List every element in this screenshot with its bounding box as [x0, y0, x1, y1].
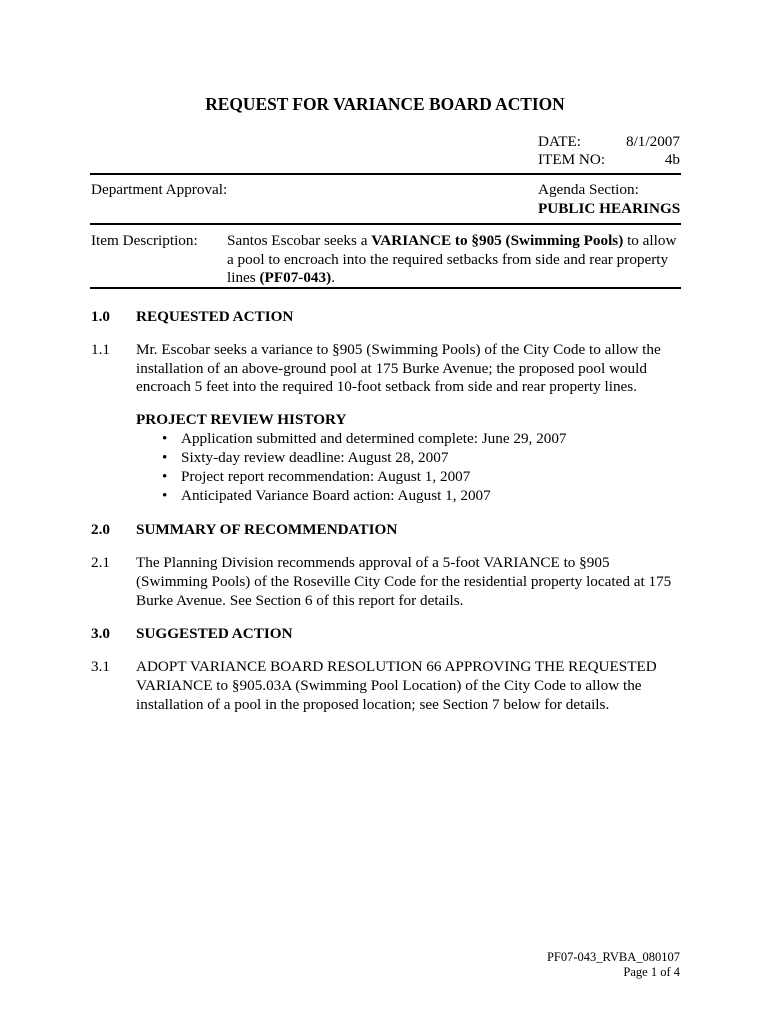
item-number: 1.1: [91, 341, 110, 358]
description-divider: [90, 287, 681, 289]
section-number: 2.0: [91, 521, 110, 538]
item-description-variance: VARIANCE to §905 (Swimming Pools): [371, 232, 624, 249]
department-approval-label: Department Approval:: [91, 181, 228, 198]
section-number: 3.0: [91, 625, 110, 642]
header-divider: [90, 173, 681, 175]
date-label: DATE:: [538, 133, 582, 150]
item-no-label: ITEM NO:: [538, 151, 606, 168]
bullet-item: • Sixty-day review deadline: August 28, 2007: [181, 448, 448, 467]
bullet-item: • Anticipated Variance Board action: August 1, 2007: [181, 486, 491, 505]
paragraph-line: encroach 5 feet into the required 10-foot setback from side and rear property lines.: [136, 378, 637, 395]
item-description-case-number: (PF07-043): [259, 269, 332, 286]
paragraph-line: (Swimming Pools) of the Roseville City Code for the residential property located at 175: [136, 573, 672, 590]
item-description-text: lines: [227, 269, 260, 286]
paragraph-line: ADOPT VARIANCE BOARD RESOLUTION 66 APPROVING THE REQUESTED: [136, 658, 657, 675]
item-number: 2.1: [91, 554, 110, 571]
item-description-line: [227, 268, 335, 287]
section-heading: SUMMARY OF RECOMMENDATION: [136, 521, 398, 538]
document-title: REQUEST FOR VARIANCE BOARD ACTION: [205, 94, 565, 114]
paragraph-line: VARIANCE to §905.03A (Swimming Pool Location) of the City Code to allow the: [136, 677, 642, 694]
section-heading: REQUESTED ACTION: [136, 308, 294, 325]
subsection-heading: PROJECT REVIEW HISTORY: [136, 411, 347, 428]
footer-document-id: PF07-043_RVBA_080107: [546, 950, 680, 964]
paragraph-line: Mr. Escobar seeks a variance to §905 (Swimming Pools) of the City Code to allow the: [136, 341, 661, 358]
item-description-text: Santos Escobar seeks a: [227, 232, 372, 249]
section-number: 1.0: [91, 308, 110, 325]
item-description-text: a pool to encroach into the required setbacks from side and rear property: [227, 250, 669, 268]
paragraph-line: installation of a pool in the proposed location; see Section 7 below for details.: [136, 696, 610, 713]
item-description-text: to allow: [623, 232, 677, 249]
agenda-section-value: PUBLIC HEARINGS: [538, 200, 681, 217]
item-no-value: 4b: [664, 151, 680, 168]
approval-divider: [90, 223, 681, 225]
item-description-text: .: [331, 269, 335, 286]
paragraph-line: installation of an above-ground pool at 175 Burke Avenue; the proposed pool would: [136, 359, 647, 377]
item-description-line: [227, 250, 668, 269]
paragraph-line: Burke Avenue. See Section 6 of this report for details.: [136, 592, 464, 609]
item-description-label: Item Description:: [91, 232, 198, 249]
bullet-item: • Application submitted and determined complete: June 29, 2007: [181, 429, 567, 448]
bullet-item: • Project report recommendation: August 1, 2007: [181, 467, 470, 486]
footer-page-number: Page 1 of 4: [623, 965, 680, 979]
agenda-section-label: Agenda Section:: [538, 181, 639, 198]
section-heading: SUGGESTED ACTION: [136, 625, 293, 642]
item-number: 3.1: [91, 658, 110, 675]
paragraph-line: The Planning Division recommends approval of a 5-foot VARIANCE to §905: [136, 554, 610, 571]
date-value: 8/1/2007: [625, 133, 680, 150]
item-description-line: [227, 231, 676, 250]
